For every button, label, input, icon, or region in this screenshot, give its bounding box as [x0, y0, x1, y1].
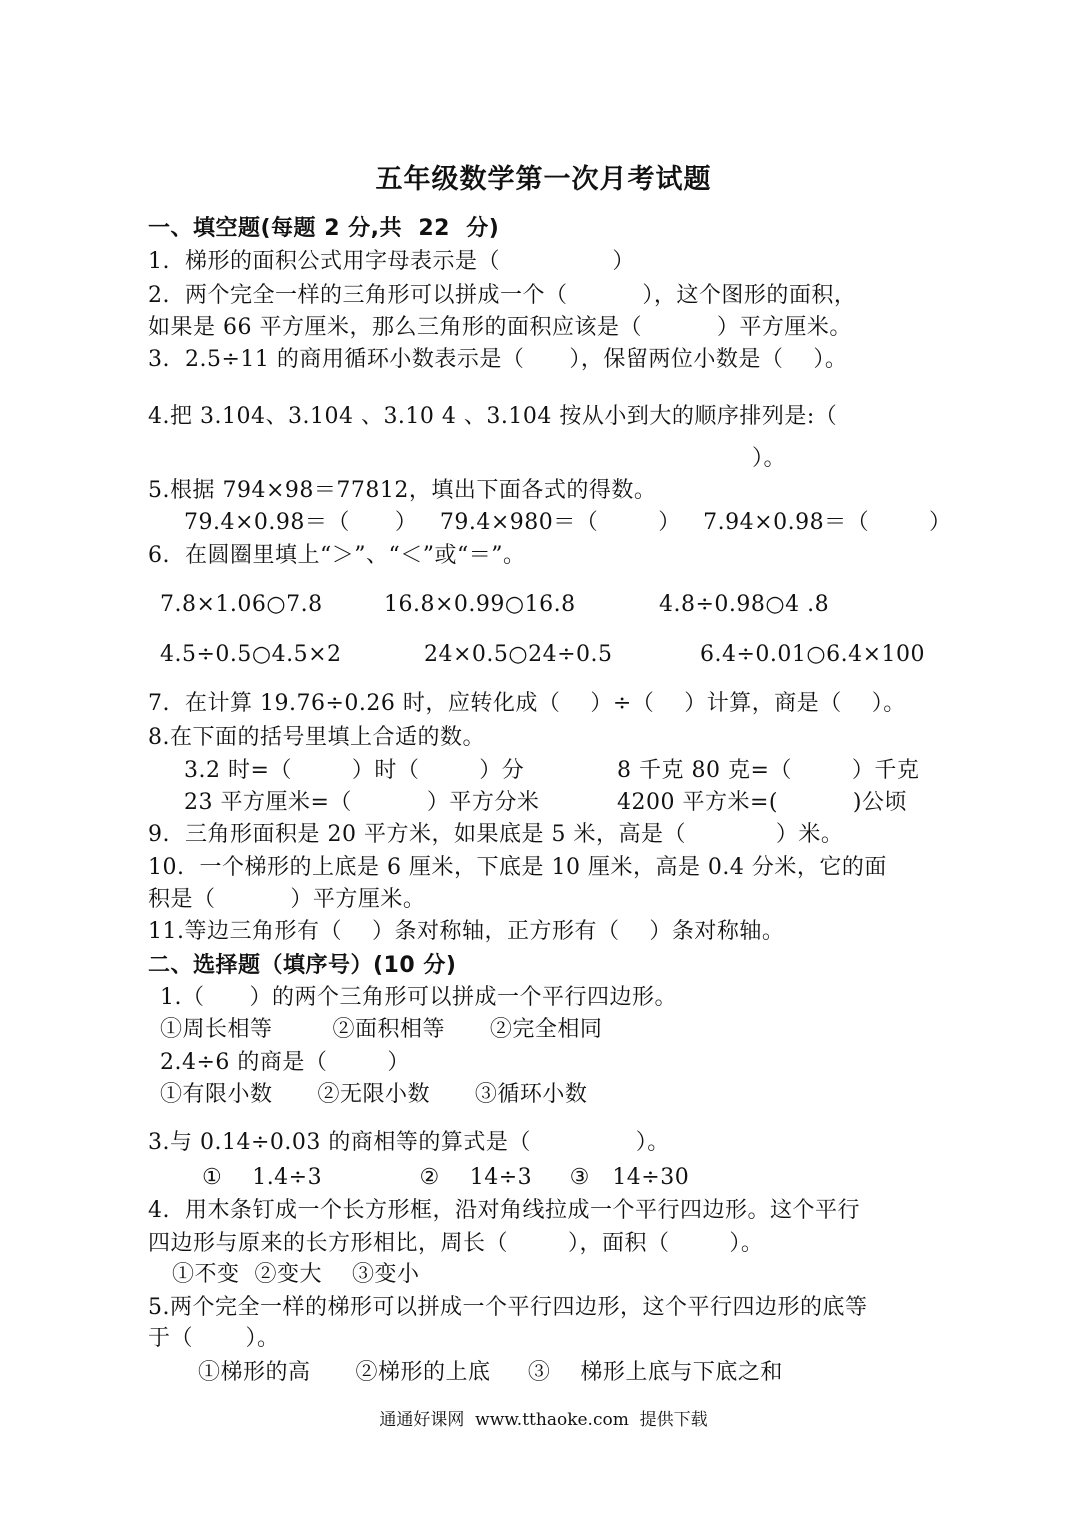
question-6-item-b: 16.8×0.99○16.8 — [384, 592, 576, 617]
section-heading-fill-blank: 一、填空题(每题 2 分,共 22 分) — [148, 216, 500, 241]
choice-question-4-line-1: 4. 用木条钉成一个长方形框，沿对角线拉成一个平行四边形。这个平行 — [148, 1198, 860, 1223]
question-11: 11.等边三角形有（ ）条对称轴，正方形有（ ）条对称轴。 — [148, 919, 785, 944]
question-6-item-d: 4.5÷0.5○4.5×2 — [160, 642, 342, 667]
question-5-line-1: 5.根据 794×98＝77812，填出下面各式的得数。 — [148, 478, 657, 503]
choice-question-1-options: ①周长相等 ②面积相等 ②完全相同 — [160, 1017, 603, 1042]
choice-question-2-options: ①有限小数 ②无限小数 ③循环小数 — [160, 1082, 588, 1107]
choice-question-5-options: ①梯形的高 ②梯形的上底 ③ 梯形上底与下底之和 — [198, 1360, 783, 1385]
choice-question-5-line-2: 于（ ）。 — [148, 1326, 280, 1351]
question-7: 7. 在计算 19.76÷0.26 时，应转化成（ ）÷（ ）计算，商是（ ）。 — [148, 691, 906, 716]
choice-question-4-options: ①不变 ②变大 ③变小 — [172, 1262, 420, 1287]
question-4-line-2: ）。 — [752, 446, 787, 471]
question-6-item-f: 6.4÷0.01○6.4×100 — [700, 642, 926, 667]
question-10-line-1: 10. 一个梯形的上底是 6 厘米，下底是 10 厘米，高是 0.4 分米，它的面 — [148, 855, 887, 880]
choice-question-3-options: ① 1.4÷3 ② 14÷3 ③ 14÷30 — [202, 1165, 690, 1190]
section-heading-choice: 二、选择题（填序号）(10 分) — [148, 953, 457, 978]
page-title: 五年级数学第一次月考试题 — [375, 164, 712, 195]
question-10-line-2: 积是（ ）平方厘米。 — [148, 887, 426, 912]
question-1: 1. 梯形的面积公式用字母表示是（ ） — [148, 249, 635, 274]
choice-question-4-line-2: 四边形与原来的长方形相比，周长（ ），面积（ ）。 — [148, 1231, 764, 1256]
question-2-line-2: 如果是 66 平方厘米，那么三角形的面积应该是（ ）平方厘米。 — [148, 315, 852, 340]
question-4-line-1: 4.把 3.104、3.104 、3.10 4 、3.104 按从小到大的顺序排列是:（ — [148, 404, 838, 429]
question-9: 9. 三角形面积是 20 平方米，如果底是 5 米，高是（ ）米。 — [148, 822, 844, 847]
choice-question-5-line-1: 5.两个完全一样的梯形可以拼成一个平行四边形，这个平行四边形的底等 — [148, 1295, 868, 1320]
question-6-item-a: 7.8×1.06○7.8 — [160, 592, 323, 617]
question-6-item-e: 24×0.5○24÷0.5 — [424, 642, 613, 667]
question-8-line-1: 8.在下面的括号里填上合适的数。 — [148, 725, 485, 750]
choice-question-1: 1.（ ）的两个三角形可以拼成一个平行四边形。 — [160, 985, 677, 1010]
choice-question-2: 2.4÷6 的商是（ ） — [160, 1050, 410, 1075]
question-6-line-1: 6. 在圆圈里填上“＞”、“＜”或“＝”。 — [148, 543, 526, 568]
question-8-item-d: 4200 平方米=( )公顷 — [617, 790, 908, 815]
question-3: 3. 2.5÷11 的商用循环小数表示是（ ），保留两位小数是（ ）。 — [148, 347, 848, 372]
question-5-line-2: 79.4×0.98＝（ ） 79.4×980＝（ ） 7.94×0.98＝（ ） — [184, 510, 952, 535]
question-8-item-b: 8 千克 80 克=（ ）千克 — [617, 758, 920, 783]
question-2-line-1: 2. 两个完全一样的三角形可以拼成一个（ ），这个图形的面积， — [148, 283, 857, 308]
question-6-item-c: 4.8÷0.98○4 .8 — [659, 592, 830, 617]
footer-source: 通通好课网 www.tthaoke.com 提供下载 — [379, 1410, 708, 1430]
question-8-item-a: 3.2 时=（ ）时（ ）分 — [184, 758, 525, 783]
question-8-item-c: 23 平方厘米=（ ）平方分米 — [184, 790, 540, 815]
choice-question-3: 3.与 0.14÷0.03 的商相等的算式是（ ）。 — [148, 1130, 670, 1155]
